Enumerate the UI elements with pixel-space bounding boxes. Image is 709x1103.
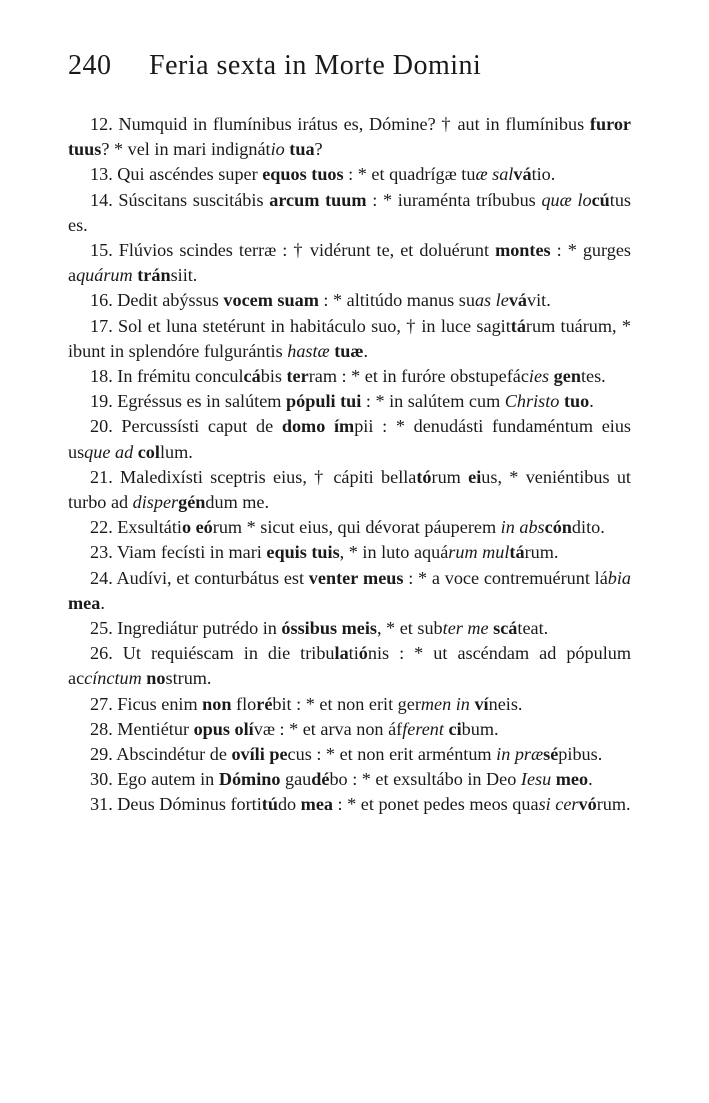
italic-syllable: ferent <box>402 718 444 739</box>
verse-text: 18. In frémitu concul <box>90 366 244 387</box>
italic-syllable: disper <box>132 492 179 513</box>
verse-text: strum. <box>165 668 212 689</box>
accented-syllable: opus <box>193 718 230 739</box>
verse <box>68 288 631 313</box>
accented-syllable: tua <box>289 139 315 160</box>
italic-syllable: in abs <box>500 517 545 538</box>
italic-syllable: rum mul <box>448 542 510 563</box>
page-number: 240 <box>68 50 112 81</box>
verse-text: siit. <box>170 265 198 286</box>
accented-syllable: ci <box>448 718 462 739</box>
verse-text: 19. Egréssus es in salútem <box>90 391 286 412</box>
accented-syllable: tuos <box>311 164 344 185</box>
verse-text: bit : * et non erit ger <box>272 693 421 714</box>
verse <box>68 540 631 565</box>
accented-syllable: ím <box>333 416 355 437</box>
verse-text: 24. Audívi, et conturbátus est <box>90 567 309 588</box>
verse <box>68 162 631 187</box>
verse-text: 17. Sol et luna stetérunt in habitáculo suo, † in luce sagit <box>90 315 511 336</box>
accented-syllable: ó <box>358 643 368 664</box>
verse-text: tes. <box>580 366 606 387</box>
verse-text: ? * vel in mari indignát <box>101 139 271 160</box>
verse-text: lum. <box>159 441 193 462</box>
italic-syllable: Iesu <box>520 769 552 790</box>
verse-text: : * et quadrígæ tu <box>343 164 476 185</box>
verse-text: bo : * et exsultábo in Deo <box>329 769 521 790</box>
verse-text: pii : * denudásti fundaméntum eius us <box>68 416 631 462</box>
accented-syllable: o <box>181 517 192 538</box>
accented-syllable: scá <box>493 618 518 639</box>
accented-syllable: ré <box>256 693 273 714</box>
verse-text: gau <box>280 769 312 790</box>
verse <box>68 188 631 238</box>
accented-syllable: tuum <box>325 189 367 210</box>
accented-syllable: óssibus <box>281 618 338 639</box>
accented-syllable: ter <box>286 366 309 387</box>
verse <box>68 314 631 364</box>
accented-syllable: no <box>146 668 166 689</box>
accented-syllable: suam <box>277 290 319 311</box>
italic-syllable: men in <box>420 693 470 714</box>
accented-syllable: vá <box>508 290 527 311</box>
verse-text: 28. Mentiétur <box>90 718 194 739</box>
verse <box>68 465 631 515</box>
verse <box>68 792 631 817</box>
verse <box>68 717 631 742</box>
accented-syllable: ví <box>474 693 489 714</box>
accented-syllable: tui <box>340 391 362 412</box>
verse <box>68 767 631 792</box>
italic-syllable: ter me <box>442 618 489 639</box>
accented-syllable: domo <box>281 416 326 437</box>
verse-list <box>68 112 631 818</box>
accented-syllable: la <box>334 643 349 664</box>
italic-syllable: Christo <box>504 391 560 412</box>
verse-text: 31. Deus Dóminus forti <box>90 794 262 815</box>
verse-text: : * et ponet pedes meos qua <box>333 794 539 815</box>
verse-text: 16. Dedit abýssus <box>90 290 224 311</box>
page-title: Feria sexta in Morte Domini <box>149 50 482 81</box>
accented-syllable: cón <box>544 517 572 538</box>
verse-text: 21. Maledixísti sceptris eius, † cápiti bella <box>90 466 417 487</box>
italic-syllable: as le <box>474 290 509 311</box>
verse-text: flo <box>231 693 257 714</box>
verse-text: 12. Numquid in flumínibus irátus es, Dómine? † aut in flumínibus <box>90 114 590 134</box>
accented-syllable: sé <box>543 744 559 765</box>
accented-syllable: ovíli <box>231 744 265 765</box>
accented-syllable: tó <box>416 466 432 487</box>
verse-text: ram : * et in furóre obstupefác <box>308 366 529 387</box>
verse <box>68 389 631 414</box>
italic-syllable: æ <box>475 164 488 185</box>
verse-text: ? <box>314 139 323 160</box>
verse <box>68 616 631 641</box>
verse-text: nis : * ut ascéndam ad pópulum ac <box>68 643 631 689</box>
verse-text: dito. <box>571 517 605 538</box>
verse-text: . <box>363 340 369 361</box>
verse <box>68 515 631 540</box>
verse-text: rum * sicut eius, qui dévorat páuperem <box>212 517 501 538</box>
verse-text: dum me. <box>205 492 270 513</box>
verse-text: tus es. <box>68 189 632 235</box>
accented-syllable: mea <box>300 794 333 815</box>
verse-text: 14. Súscitans suscitábis <box>90 189 270 210</box>
italic-syllable: que ad <box>84 441 134 462</box>
verse-text: 23. Viam fecísti in mari <box>90 542 267 563</box>
accented-syllable: vó <box>578 794 597 815</box>
accented-syllable: mea <box>68 592 101 613</box>
verse-text: 26. Ut requiéscam in die tribu <box>90 643 335 664</box>
verse-text: . <box>588 769 593 790</box>
accented-syllable: furor <box>589 114 631 134</box>
italic-syllable: hastæ <box>287 340 330 361</box>
verse-text: us, * veniéntibus ut turbo ad <box>68 466 631 513</box>
verse-text: do <box>277 794 301 815</box>
verse-text: : * gurges a <box>68 240 631 286</box>
accented-syllable: equis <box>266 542 307 563</box>
verse-text: tio. <box>531 164 556 185</box>
verse-text: teat. <box>517 618 549 639</box>
accented-syllable: vocem <box>223 290 273 311</box>
verse-text: , * et sub <box>376 618 443 639</box>
italic-syllable: cínctum <box>84 668 142 689</box>
accented-syllable: non <box>202 693 232 714</box>
verse-text: rum. <box>596 794 631 815</box>
verse <box>68 238 631 288</box>
accented-syllable: meus <box>363 567 404 588</box>
accented-syllable: gen <box>553 366 581 387</box>
accented-syllable: tuo <box>563 391 590 412</box>
accented-syllable: tuæ <box>334 340 364 361</box>
italic-syllable: cer <box>555 794 579 815</box>
verse-text: ti <box>348 643 359 664</box>
verse-text: neis. <box>488 693 523 714</box>
verse-text: rum <box>431 466 469 487</box>
verse-text: . <box>100 592 105 613</box>
verse <box>68 414 631 464</box>
verse-text: , * in luto aquá <box>339 542 449 563</box>
accented-syllable: venter <box>308 567 359 588</box>
accented-syllable: tuis <box>311 542 340 563</box>
accented-syllable: pe <box>269 744 288 765</box>
accented-syllable: arcum <box>269 189 320 210</box>
accented-syllable: col <box>137 441 160 462</box>
accented-syllable: cú <box>591 189 610 210</box>
accented-syllable: tuus <box>68 139 102 160</box>
accented-syllable: gén <box>178 492 206 513</box>
verse-text <box>325 416 334 436</box>
verse-text: 30. Ego autem in <box>90 769 219 790</box>
italic-syllable: quæ lo <box>541 189 592 210</box>
verse-text: 29. Abscindétur de <box>90 744 232 765</box>
accented-syllable: tá <box>509 542 525 563</box>
verse-text: 22. Exsultáti <box>90 517 182 538</box>
accented-syllable: meo <box>555 769 589 790</box>
accented-syllable: ei <box>468 466 482 487</box>
accented-syllable: trán <box>137 265 171 286</box>
verse-text: 13. Qui ascéndes super <box>90 164 263 185</box>
verse <box>68 641 631 691</box>
verse <box>68 692 631 717</box>
verse-text: : * in salútem cum <box>361 391 505 412</box>
accented-syllable: dé <box>311 769 330 790</box>
accented-syllable: pópuli <box>286 391 336 412</box>
verse-text: 20. Percussísti caput de <box>90 416 282 437</box>
accented-syllable: meis <box>341 618 377 639</box>
verse-text: . <box>589 391 594 412</box>
italic-syllable: si <box>538 794 551 815</box>
accented-syllable: equos <box>262 164 307 185</box>
verse-text: pibus. <box>558 744 603 765</box>
verse-text: : * altitúdo manus su <box>318 290 475 311</box>
italic-syllable: in præ <box>496 744 544 765</box>
accented-syllable: montes <box>495 240 551 261</box>
verse <box>68 742 631 767</box>
verse-text: : * a voce contremuérunt lá <box>403 567 608 588</box>
accented-syllable: eó <box>195 517 213 538</box>
verse-text: 15. Flúvios scindes terræ : † vidérunt te, et doluérunt <box>90 240 496 261</box>
verse <box>68 566 631 616</box>
accented-syllable: vá <box>513 164 532 185</box>
verse-text: bis <box>260 366 287 387</box>
accented-syllable: tú <box>261 794 278 815</box>
verse-text: : * iuraménta tríbubus <box>366 189 542 210</box>
verse-text: vit. <box>527 290 551 311</box>
italic-syllable: ies <box>528 366 550 387</box>
accented-syllable: tá <box>510 315 526 336</box>
verse-text: cus : * et non erit arméntum <box>287 744 497 765</box>
accented-syllable: Dómino <box>218 769 281 790</box>
verse-text: rum. <box>524 542 559 563</box>
italic-syllable: bia <box>607 567 632 588</box>
running-header <box>68 50 648 82</box>
verse-text: væ : * et arva non áf <box>253 718 403 739</box>
accented-syllable: cá <box>243 366 261 387</box>
verse <box>68 364 631 389</box>
italic-syllable: sal <box>492 164 514 185</box>
verse-text: 27. Ficus enim <box>90 693 203 714</box>
verse <box>68 112 631 162</box>
verse-text: 25. Ingrediátur putrédo in <box>90 618 282 639</box>
verse-text: rum tuárum, * ibunt in splendóre fulgurántis <box>68 315 631 361</box>
verse-text: bum. <box>461 718 499 739</box>
italic-syllable: quárum <box>76 265 133 286</box>
italic-syllable: io <box>270 139 285 160</box>
accented-syllable: olí <box>234 718 254 739</box>
